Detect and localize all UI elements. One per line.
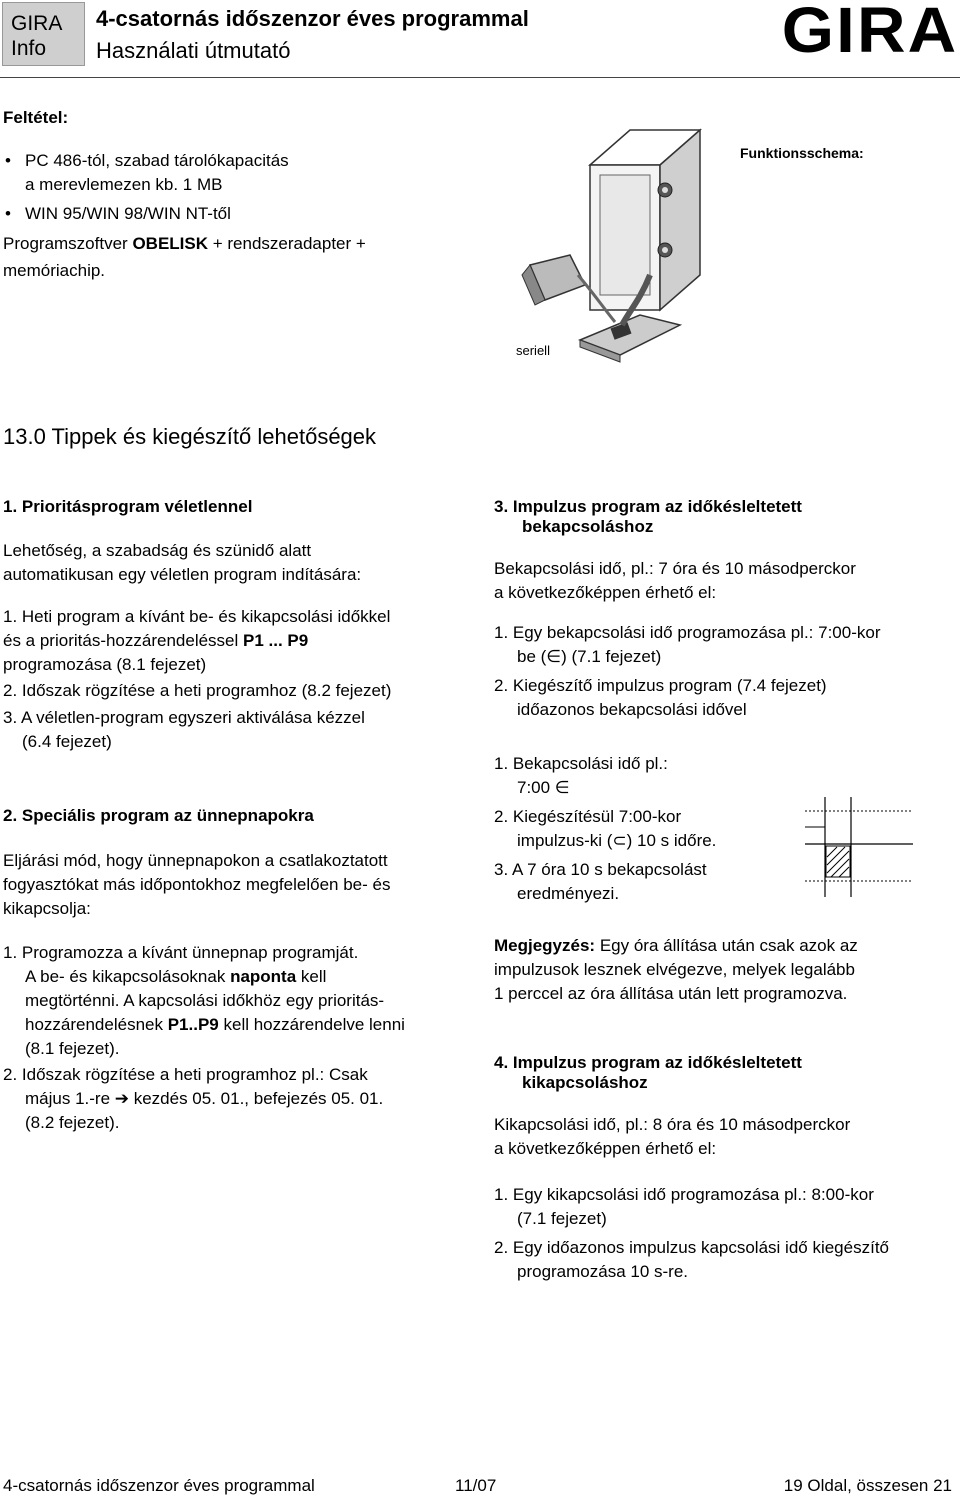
text-line: Eljárási mód, hogy ünnepnapokon a csatlakoztatott <box>3 851 388 870</box>
subsection-heading-4 <box>494 1053 958 1093</box>
note-paragraph <box>494 934 958 1006</box>
priority-range: P1 ... P9 <box>243 631 309 650</box>
list-item: 2. Kiegészítésül 7:00-kor <box>494 807 682 826</box>
list-item: 1. Programozza a kívánt ünnepnap programját. <box>3 943 359 962</box>
list-item: eredményezi. <box>517 884 620 903</box>
footer-title: 4-csatornás időszenzor éves programmal <box>3 1476 315 1495</box>
paragraph <box>494 1113 958 1161</box>
list-item: 2. Időszak rögzítése a heti programhoz (8.2 fejezet) <box>3 681 392 700</box>
text-line: Lehetőség, a szabadság és szünidő alatt <box>3 541 312 560</box>
text-line: a következőképpen érhető el: <box>494 583 717 602</box>
list-item: 3. A 7 óra 10 s bekapcsolást <box>494 860 707 879</box>
bullet-item <box>3 202 443 226</box>
bullet-text: a merevlemezen kb. 1 MB <box>25 175 223 194</box>
list-item: 7:00 ∈ <box>517 778 570 797</box>
list-item: időazonos bekapcsolási idővel <box>517 700 747 719</box>
subsection-heading-3 <box>494 497 958 537</box>
list-item: impulzus-ki (⊂) 10 s időre. <box>517 831 717 850</box>
software-text: Programszoftver <box>3 234 133 253</box>
list-item <box>3 629 473 653</box>
subsection-heading-2: 2. Speciális program az ünnepnapokra <box>3 806 314 825</box>
info-box-line2: Info <box>11 37 47 60</box>
list-item: (6.4 fejezet) <box>22 732 112 751</box>
note-line <box>494 934 958 958</box>
text-span: május 1.-re <box>25 1089 115 1108</box>
list-item: 1. Heti program a kívánt be- és kikapcsolási időkkel <box>3 607 391 626</box>
paragraph <box>494 557 958 605</box>
function-schema-figure <box>500 110 900 370</box>
text-line: kikapcsolja: <box>3 899 91 918</box>
info-box-line1: GIRA <box>11 12 63 35</box>
text-span: A be- és kikapcsolásoknak <box>25 967 231 986</box>
list-item: 1. Egy bekapcsolási idő programozása pl.: 7:00-kor <box>494 623 881 642</box>
figure-caption: Funktionsschema: <box>740 145 864 161</box>
list-item: (8.2 fejezet). <box>25 1113 120 1132</box>
bullet-item <box>3 149 443 197</box>
list-item <box>3 1013 473 1037</box>
text-span: és a prioritás-hozzárendeléssel <box>3 631 244 650</box>
list-item: 1. Bekapcsolási idő pl.: <box>494 754 668 773</box>
list-item: programozása (8.1 fejezet) <box>3 655 207 674</box>
step-list <box>3 605 473 754</box>
text-span: hozzárendelésnek <box>25 1015 168 1034</box>
paragraph <box>3 849 473 921</box>
pulse-diagram-graphic <box>805 797 915 897</box>
text-span: Egy óra állítása után csak azok az <box>595 936 858 955</box>
step-list <box>494 1183 958 1284</box>
note-label: Megjegyzés: <box>494 936 596 955</box>
pulse-timing-diagram <box>805 797 915 897</box>
heading-line: bekapcsoláshoz <box>522 517 654 536</box>
heading-line: kikapcsoláshoz <box>522 1073 648 1092</box>
software-text: + rendszeradapter + <box>208 234 366 253</box>
figure-label: seriell <box>516 343 550 358</box>
footer-page-number: 19 Oldal, összesen 21 <box>783 1476 952 1495</box>
software-line <box>3 232 443 256</box>
list-item <box>3 1087 473 1111</box>
document-title: 4-csatornás időszenzor éves programmal <box>96 6 529 31</box>
list-item: 3. A véletlen-program egyszeri aktiválása kézzel <box>3 708 365 727</box>
list-item: (7.1 fejezet) <box>517 1209 607 1228</box>
step-list <box>494 621 958 722</box>
paragraph <box>3 539 473 587</box>
arrow-icon: ➔ <box>114 1089 129 1108</box>
text-line: Bekapcsolási idő, pl.: 7 óra és 10 másodperckor <box>494 559 856 578</box>
footer-date: 11/07 <box>455 1476 497 1495</box>
text-line: fogyasztókat más időpontokhoz megfelelően be- és <box>3 875 391 894</box>
bullet-text: • WIN 95/WIN 98/WIN NT-től <box>25 204 231 223</box>
heading-line: 4. Impulzus program az időkésleltetett <box>494 1053 802 1072</box>
gira-info-box <box>2 2 85 66</box>
list-item: be (∈) (7.1 fejezet) <box>517 647 662 666</box>
left-column <box>3 495 473 1135</box>
note-line: 1 perccel az óra állítása után lett programozva. <box>494 984 848 1003</box>
list-item: 1. Egy kikapcsolási idő programozása pl.: 8:00-kor <box>494 1185 874 1204</box>
requirements-heading: Feltétel: <box>3 108 69 127</box>
list-item: 2. Egy időazonos impulzus kapcsolási idő kiegészítő <box>494 1238 889 1257</box>
list-item: 2. Kiegészítő impulzus program (7.4 fejezet) <box>494 676 827 695</box>
heading-line: 3. Impulzus program az időkésleltetett <box>494 497 802 516</box>
text-line: a következőképpen érhető el: <box>494 1139 717 1158</box>
text-span: kezdés 05. 01., befejezés 05. 01. <box>129 1089 384 1108</box>
step-list <box>3 941 473 1135</box>
list-item: megtörténni. A kapcsolási időkhöz egy prioritás- <box>25 991 385 1010</box>
list-item <box>3 965 473 989</box>
header-divider <box>0 77 960 78</box>
gira-logo: GIRA <box>781 0 959 66</box>
list-item: 2. Időszak rögzítése a heti programhoz pl.: Csak <box>3 1065 368 1084</box>
text-span: kell hozzárendelve lenni <box>218 1015 405 1034</box>
bullet-text: • PC 486-tól, szabad tárolókapacitás <box>25 151 289 170</box>
list-item: (8.1 fejezet). <box>25 1039 120 1058</box>
section-heading: 13.0 Tippek és kiegészítő lehetőségek <box>3 424 377 449</box>
text-span: kell <box>296 967 327 986</box>
software-name: OBELISK <box>132 234 208 253</box>
software-line2: memóriachip. <box>3 261 106 280</box>
priority-range: P1..P9 <box>167 1015 219 1034</box>
emphasis: naponta <box>230 967 297 986</box>
note-line: impulzusok lesznek elvégezve, melyek legalább <box>494 960 855 979</box>
text-line: automatikusan egy véletlen program indítására: <box>3 565 362 584</box>
list-item: programozása 10 s-re. <box>517 1262 689 1281</box>
text-line: Kikapcsolási idő, pl.: 8 óra és 10 másodperckor <box>494 1115 851 1134</box>
document-subtitle: Használati útmutató <box>96 38 291 63</box>
subsection-heading-1: 1. Prioritásprogram véletlennel <box>3 497 253 516</box>
requirements-list <box>3 149 443 283</box>
